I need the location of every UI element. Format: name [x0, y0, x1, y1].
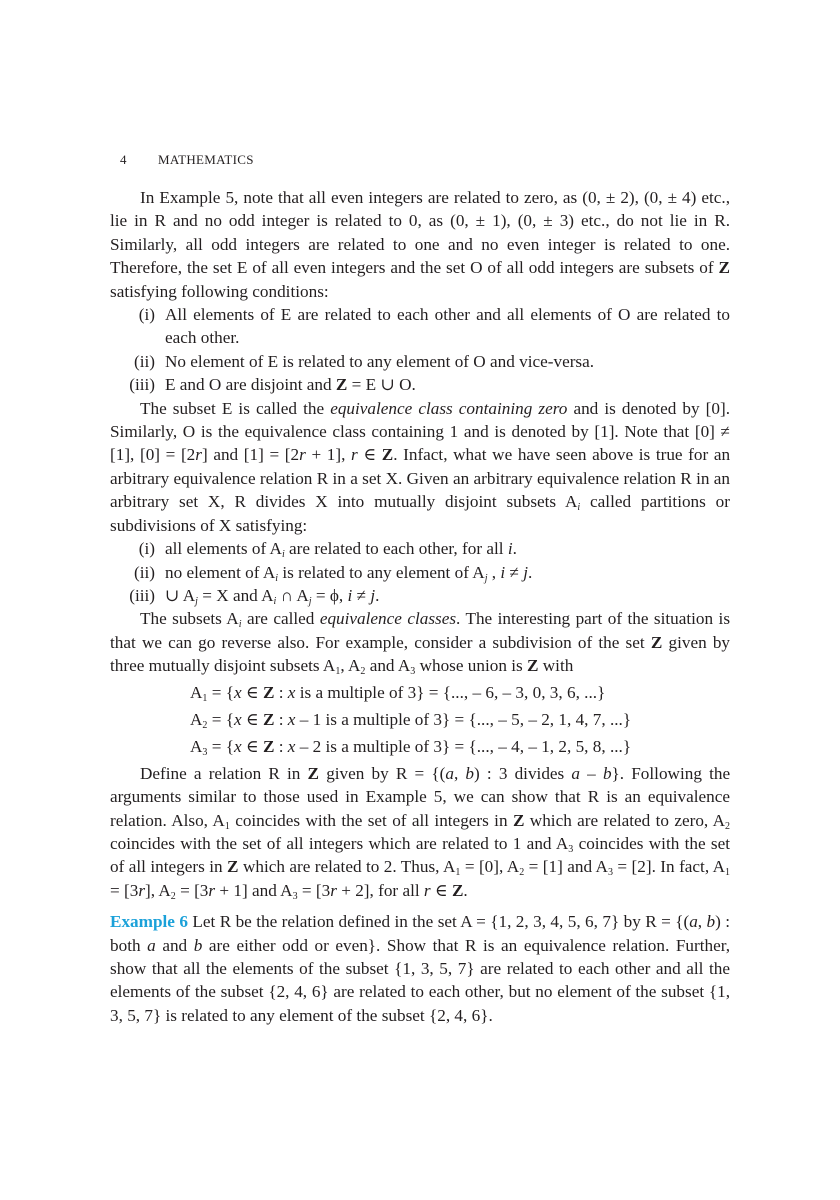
- list-item: (ii) no element of $A_i$ is related to any element of $A_j$ , i ≠ j.: [134, 562, 533, 584]
- set-definition: $A_3 = \{x$ ∈ Z : x – 2 is a multiple of 3} = {..., – 4, – 1, 2, 5, 8, ...}: [190, 736, 632, 758]
- paragraph-relation-mod3: Define a relation R in Z given by R = {(a, b) : 3 divides a – b}. Following the arguments similar to those used in Example 5, we can show that R is an equivalence relation. Also, $A_1$ coincides with the set of all integers in Z which are related to zero, $A_2$ coincides with the set of all integers which are related to 1 and $A_3$ coincides with the set of all integers in Z which are related to 2. Thus, $A_1 = [0]$, $A_2 = [1]$ and $A_3 = [2]$. In fact, $A_1 = [3r]$, $A_2 = [3r + 1]$ and $A_3 = [3r + 2]$, for all r ∈ Z.: [110, 763, 731, 902]
- list-item: (iii) ∪ $A_j = X$ and $A_i$ ∩ $A_j = \phi$, i ≠ j.: [129, 585, 380, 607]
- page-body: [110, 186, 730, 1027]
- header-title: MATHEMATICS: [158, 152, 254, 167]
- paragraph-even-odd: In Example 5, note that all even integers are related to zero, as (0, ± 2), (0, ± 4) etc., lie in R and no odd integer is related to 0, as (0, ± 1), (0, ± 3) etc., do not lie in R. Similarly, all odd integers are related to one and no even integer is related to one. Therefore, the set E of all even integers and the set O of all odd integers are subsets of Z satisfying following conditions:: [110, 188, 731, 301]
- list-item: (i) All elements of E are related to each other and all elements of O are related to each other.: [138, 305, 730, 348]
- page-number: 4: [120, 152, 127, 167]
- list-item: (iii) E and O are disjoint and Z = E ∪ O.: [129, 375, 416, 395]
- paragraph-subsets: The subsets $A_i$ are called equivalence classes. The interesting part of the situation is that we can go reverse also. For example, consider a subdivision of the set Z given by three mutually disjoint subsets $A_1$, $A_2$ and $A_3$ whose union is Z with: [110, 609, 731, 678]
- list-item: (ii) No element of E is related to any element of O and vice-versa.: [134, 351, 595, 371]
- example-6: Example 6 Let R be the relation defined in the set A = {1, 2, 3, 4, 5, 6, 7} by R = {(a, b) : both a and b are either odd or even}. Show that R is an equivalence relation. Further, show that all the elements of the subset {1, 3, 5, 7} are related to each other and all the elements of the subset {2, 4, 6} are related to each other, but no element of the subset {1, 3, 5, 7} is related to any element of the subset {2, 4, 6}.: [110, 912, 731, 1025]
- example-label: Example 6: [110, 912, 188, 932]
- set-definition: $A_1 = \{x$ ∈ Z : x is a multiple of 3} = {..., – 6, – 3, 0, 3, 6, ...}: [190, 683, 606, 705]
- running-header: [120, 152, 254, 168]
- paragraph-equivalence-class: The subset E is called the equivalence class containing zero and is denoted by [0]. Similarly, O is the equivalence class containing 1 and is denoted by [1]. Note that [0] ≠ [1], [0] = [2r] and [1] = [2r + 1], r ∈ Z. Infact, what we have seen above is true for an arbitrary equivalence relation R in a set X. Given an arbitrary equivalence relation R in an arbitrary set X, R divides X into mutually disjoint subsets $A_i$ called partitions or subdivisions of X satisfying:: [110, 398, 731, 535]
- set-definition: $A_2 = \{x$ ∈ Z : x – 1 is a multiple of 3} = {..., – 5, – 2, 1, 4, 7, ...}: [190, 709, 632, 731]
- list-item: (i) all elements of $A_i$ are related to each other, for all i.: [138, 539, 517, 561]
